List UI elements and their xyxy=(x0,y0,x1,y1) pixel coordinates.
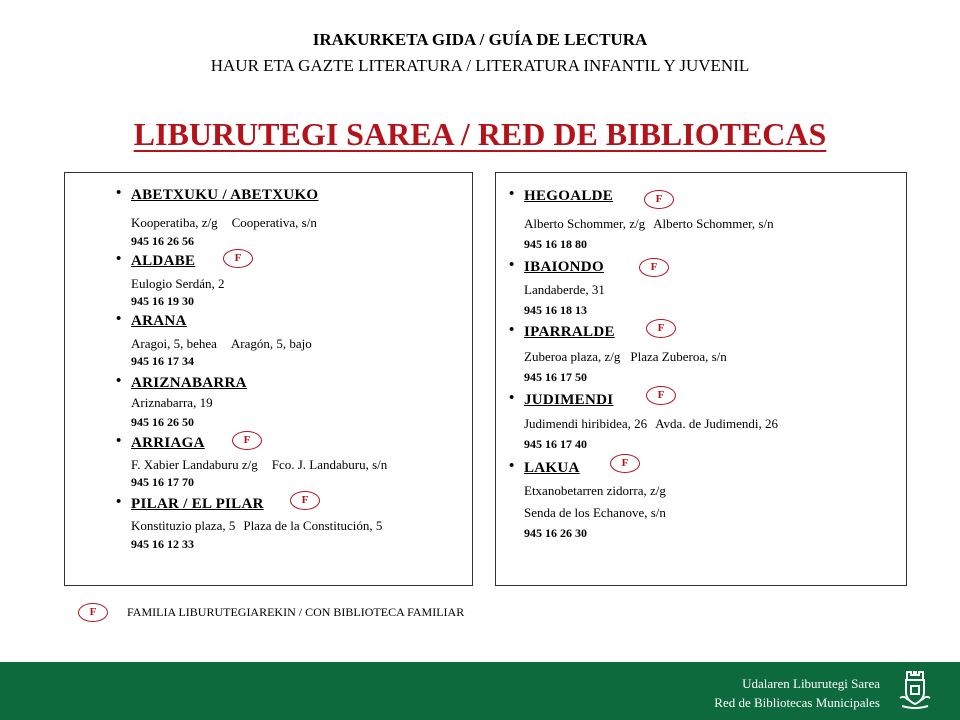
library-phone: 945 16 12 33 xyxy=(131,537,194,551)
library-address: Judimendi hiribidea, 26 Avda. de Judimendi, 26 xyxy=(524,416,779,431)
bullet: • xyxy=(116,373,122,389)
library-phone: 945 16 17 70 xyxy=(131,475,194,489)
left-library-panel xyxy=(64,172,473,586)
library-phone: 945 16 17 50 xyxy=(524,370,587,384)
family-library-badge: F xyxy=(290,491,320,510)
page-title: LIBURUTEGI SAREA / RED DE BIBLIOTECAS xyxy=(133,116,827,152)
library-address: Zuberoa plaza, z/g Plaza Zuberoa, s/n xyxy=(524,349,727,364)
library-address: Alberto Schommer, z/g Alberto Schommer, s/n xyxy=(524,216,774,231)
library-address: Landaberde, 31 xyxy=(524,282,605,297)
bullet: • xyxy=(116,494,122,510)
library-phone: 945 16 26 30 xyxy=(524,526,587,540)
library-name[interactable]: LAKUA xyxy=(524,460,580,476)
legend-text: FAMILIA LIBURUTEGIAREKIN / CON BIBLIOTECA FAMILIAR xyxy=(127,605,465,619)
library-name[interactable]: IBAIONDO xyxy=(524,259,604,275)
legend-badge: F xyxy=(78,603,108,622)
family-library-badge: F xyxy=(232,431,262,450)
library-name[interactable]: ARANA xyxy=(131,313,187,329)
family-library-badge: F xyxy=(639,258,669,277)
library-name[interactable]: ARRIAGA xyxy=(131,435,205,451)
library-name[interactable]: ALDABE xyxy=(131,253,196,269)
library-address: Ariznabarra, 19 xyxy=(131,395,213,410)
guide-subtitle: HAUR ETA GAZTE LITERATURA / LITERATURA INFANTIL Y JUVENIL xyxy=(210,56,750,75)
family-library-badge: F xyxy=(223,249,253,268)
footer-line-1: Udalaren Liburutegi Sarea xyxy=(742,676,880,691)
library-name[interactable]: HEGOALDE xyxy=(524,188,614,204)
library-name[interactable]: IPARRALDE xyxy=(524,324,615,340)
bullet: • xyxy=(509,458,515,474)
library-phone: 945 16 19 30 xyxy=(131,294,194,308)
family-library-badge: F xyxy=(646,386,676,405)
library-phone: 945 16 18 80 xyxy=(524,237,587,251)
library-address-es: Senda de los Echanove, s/n xyxy=(524,505,666,520)
bullet: • xyxy=(509,257,515,273)
family-library-badge: F xyxy=(646,319,676,338)
library-name[interactable]: PILAR / EL PILAR xyxy=(131,496,264,512)
library-name[interactable]: ABETXUKU / ABETXUKO xyxy=(131,187,319,203)
bullet: • xyxy=(116,433,122,449)
library-phone: 945 16 17 34 xyxy=(131,354,194,368)
library-name[interactable]: ARIZNABARRA xyxy=(131,375,247,391)
library-phone: 945 16 17 40 xyxy=(524,437,587,451)
family-library-badge: F xyxy=(644,190,674,209)
right-library-panel xyxy=(495,172,907,586)
library-address: Kooperatiba, z/g Cooperativa, s/n xyxy=(131,215,317,230)
library-name[interactable]: JUDIMENDI xyxy=(524,392,614,408)
library-address: Etxanobetarren zidorra, z/g xyxy=(524,483,666,498)
bullet: • xyxy=(509,390,515,406)
library-phone: 945 16 18 13 xyxy=(524,303,587,317)
footer-line-2: Red de Bibliotecas Municipales xyxy=(714,695,880,710)
footer-bar xyxy=(0,662,960,720)
bullet: • xyxy=(116,251,122,267)
library-address: Konstituzio plaza, 5 Plaza de la Constitución, 5 xyxy=(131,518,383,533)
guide-title: IRAKURKETA GIDA / GUÍA DE LECTURA xyxy=(312,30,648,49)
bullet: • xyxy=(116,311,122,327)
bullet: • xyxy=(509,186,515,202)
library-phone: 945 16 26 50 xyxy=(131,415,194,429)
library-phone: 945 16 26 56 xyxy=(131,234,194,248)
city-crest-icon xyxy=(898,668,932,710)
library-address: Eulogio Serdán, 2 xyxy=(131,276,225,291)
family-library-badge: F xyxy=(610,454,640,473)
bullet: • xyxy=(509,322,515,338)
bullet: • xyxy=(116,185,122,201)
library-address: Aragoi, 5, behea Aragón, 5, bajo xyxy=(131,336,312,351)
library-address: F. Xabier Landaburu z/g Fco. J. Landaburu, s/n xyxy=(131,457,388,472)
